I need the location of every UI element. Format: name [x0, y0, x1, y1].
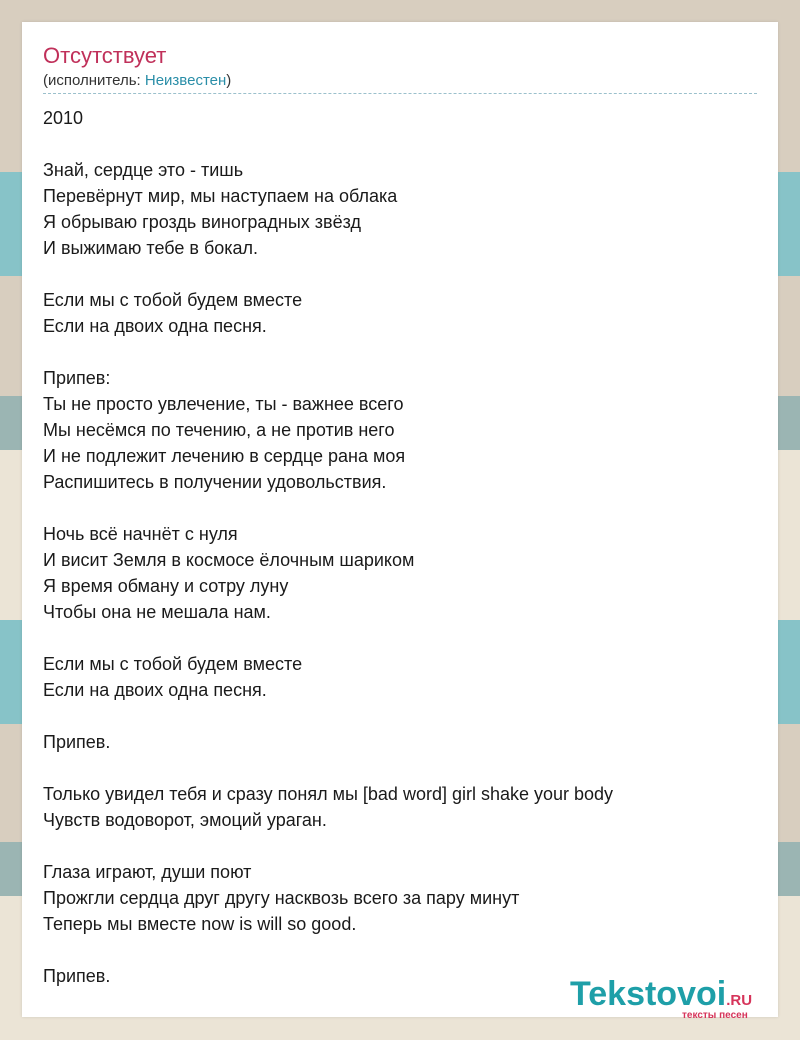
lyric-line: Если на двоих одна песня. — [43, 680, 267, 700]
lyric-line: Я обрываю гроздь виноградных звёзд — [43, 212, 361, 232]
lyric-line: И висит Земля в космосе ёлочным шариком — [43, 550, 415, 570]
artist-prefix: (исполнитель: — [43, 72, 145, 89]
lyric-line: И выжимаю тебе в бокал. — [43, 238, 259, 258]
lyric-line — [43, 339, 763, 365]
lyric-line: Распишитесь в получении удовольствия. — [43, 472, 387, 492]
lyric-line: Ночь всё начнёт с нуля — [43, 524, 238, 544]
lyric-line: Глаза играют, души поют — [43, 862, 252, 882]
lyric-line — [43, 625, 763, 651]
lyric-line — [43, 261, 763, 287]
lyric-line: Чтобы она не мешала нам. — [43, 602, 271, 622]
artist-link[interactable]: Неизвестен — [144, 72, 227, 89]
lyric-line: Я время обману и сотру луну — [43, 576, 289, 596]
logo-tagline: тексты песен — [682, 1010, 748, 1021]
lyric-line: Если на двоих одна песня. — [43, 316, 267, 336]
lyric-line — [43, 703, 763, 729]
lyric-line: И не подлежит лечению в сердце рана моя — [43, 446, 406, 466]
lyric-line — [43, 131, 763, 157]
lyric-line: Мы несёмся по течению, а не против него — [43, 420, 395, 440]
lyric-line: Прожгли сердца друг другу насквозь всего за пару минут — [43, 888, 520, 908]
artist-line — [43, 72, 231, 90]
lyric-line: Чувств водоворот, эмоций ураган. — [43, 810, 327, 830]
lyrics-text — [43, 105, 763, 989]
lyrics-card — [22, 22, 778, 1021]
logo-wordmark: Tekstovoi — [570, 975, 727, 1013]
tekstovoi-logo[interactable] — [570, 976, 780, 1026]
lyric-line: Если мы с тобой будем вместе — [43, 290, 303, 310]
lyric-line — [43, 937, 763, 963]
lyric-line — [43, 495, 763, 521]
lyric-line: Припев. — [43, 966, 111, 986]
lyric-line: Теперь мы вместе now is will so good. — [43, 914, 357, 934]
song-title: Отсутствует — [43, 43, 167, 68]
lyric-line: Припев: — [43, 368, 111, 388]
lyric-line — [43, 833, 763, 859]
lyric-line: Только увидел тебя и сразу понял мы [bad word] girl shake your body — [43, 784, 614, 804]
title-divider — [43, 93, 757, 94]
lyric-line: Знай, сердце это - тишь — [43, 160, 244, 180]
lyric-line: Перевёрнут мир, мы наступаем на облака — [43, 186, 398, 206]
logo-tld: .RU — [726, 992, 753, 1009]
lyric-line — [43, 755, 763, 781]
lyric-line: Припев. — [43, 732, 111, 752]
lyric-line: Ты не просто увлечение, ты - важнее всего — [43, 394, 404, 414]
lyric-line: Если мы с тобой будем вместе — [43, 654, 303, 674]
lyric-line: 2010 — [43, 108, 84, 128]
artist-suffix: ) — [226, 72, 232, 89]
